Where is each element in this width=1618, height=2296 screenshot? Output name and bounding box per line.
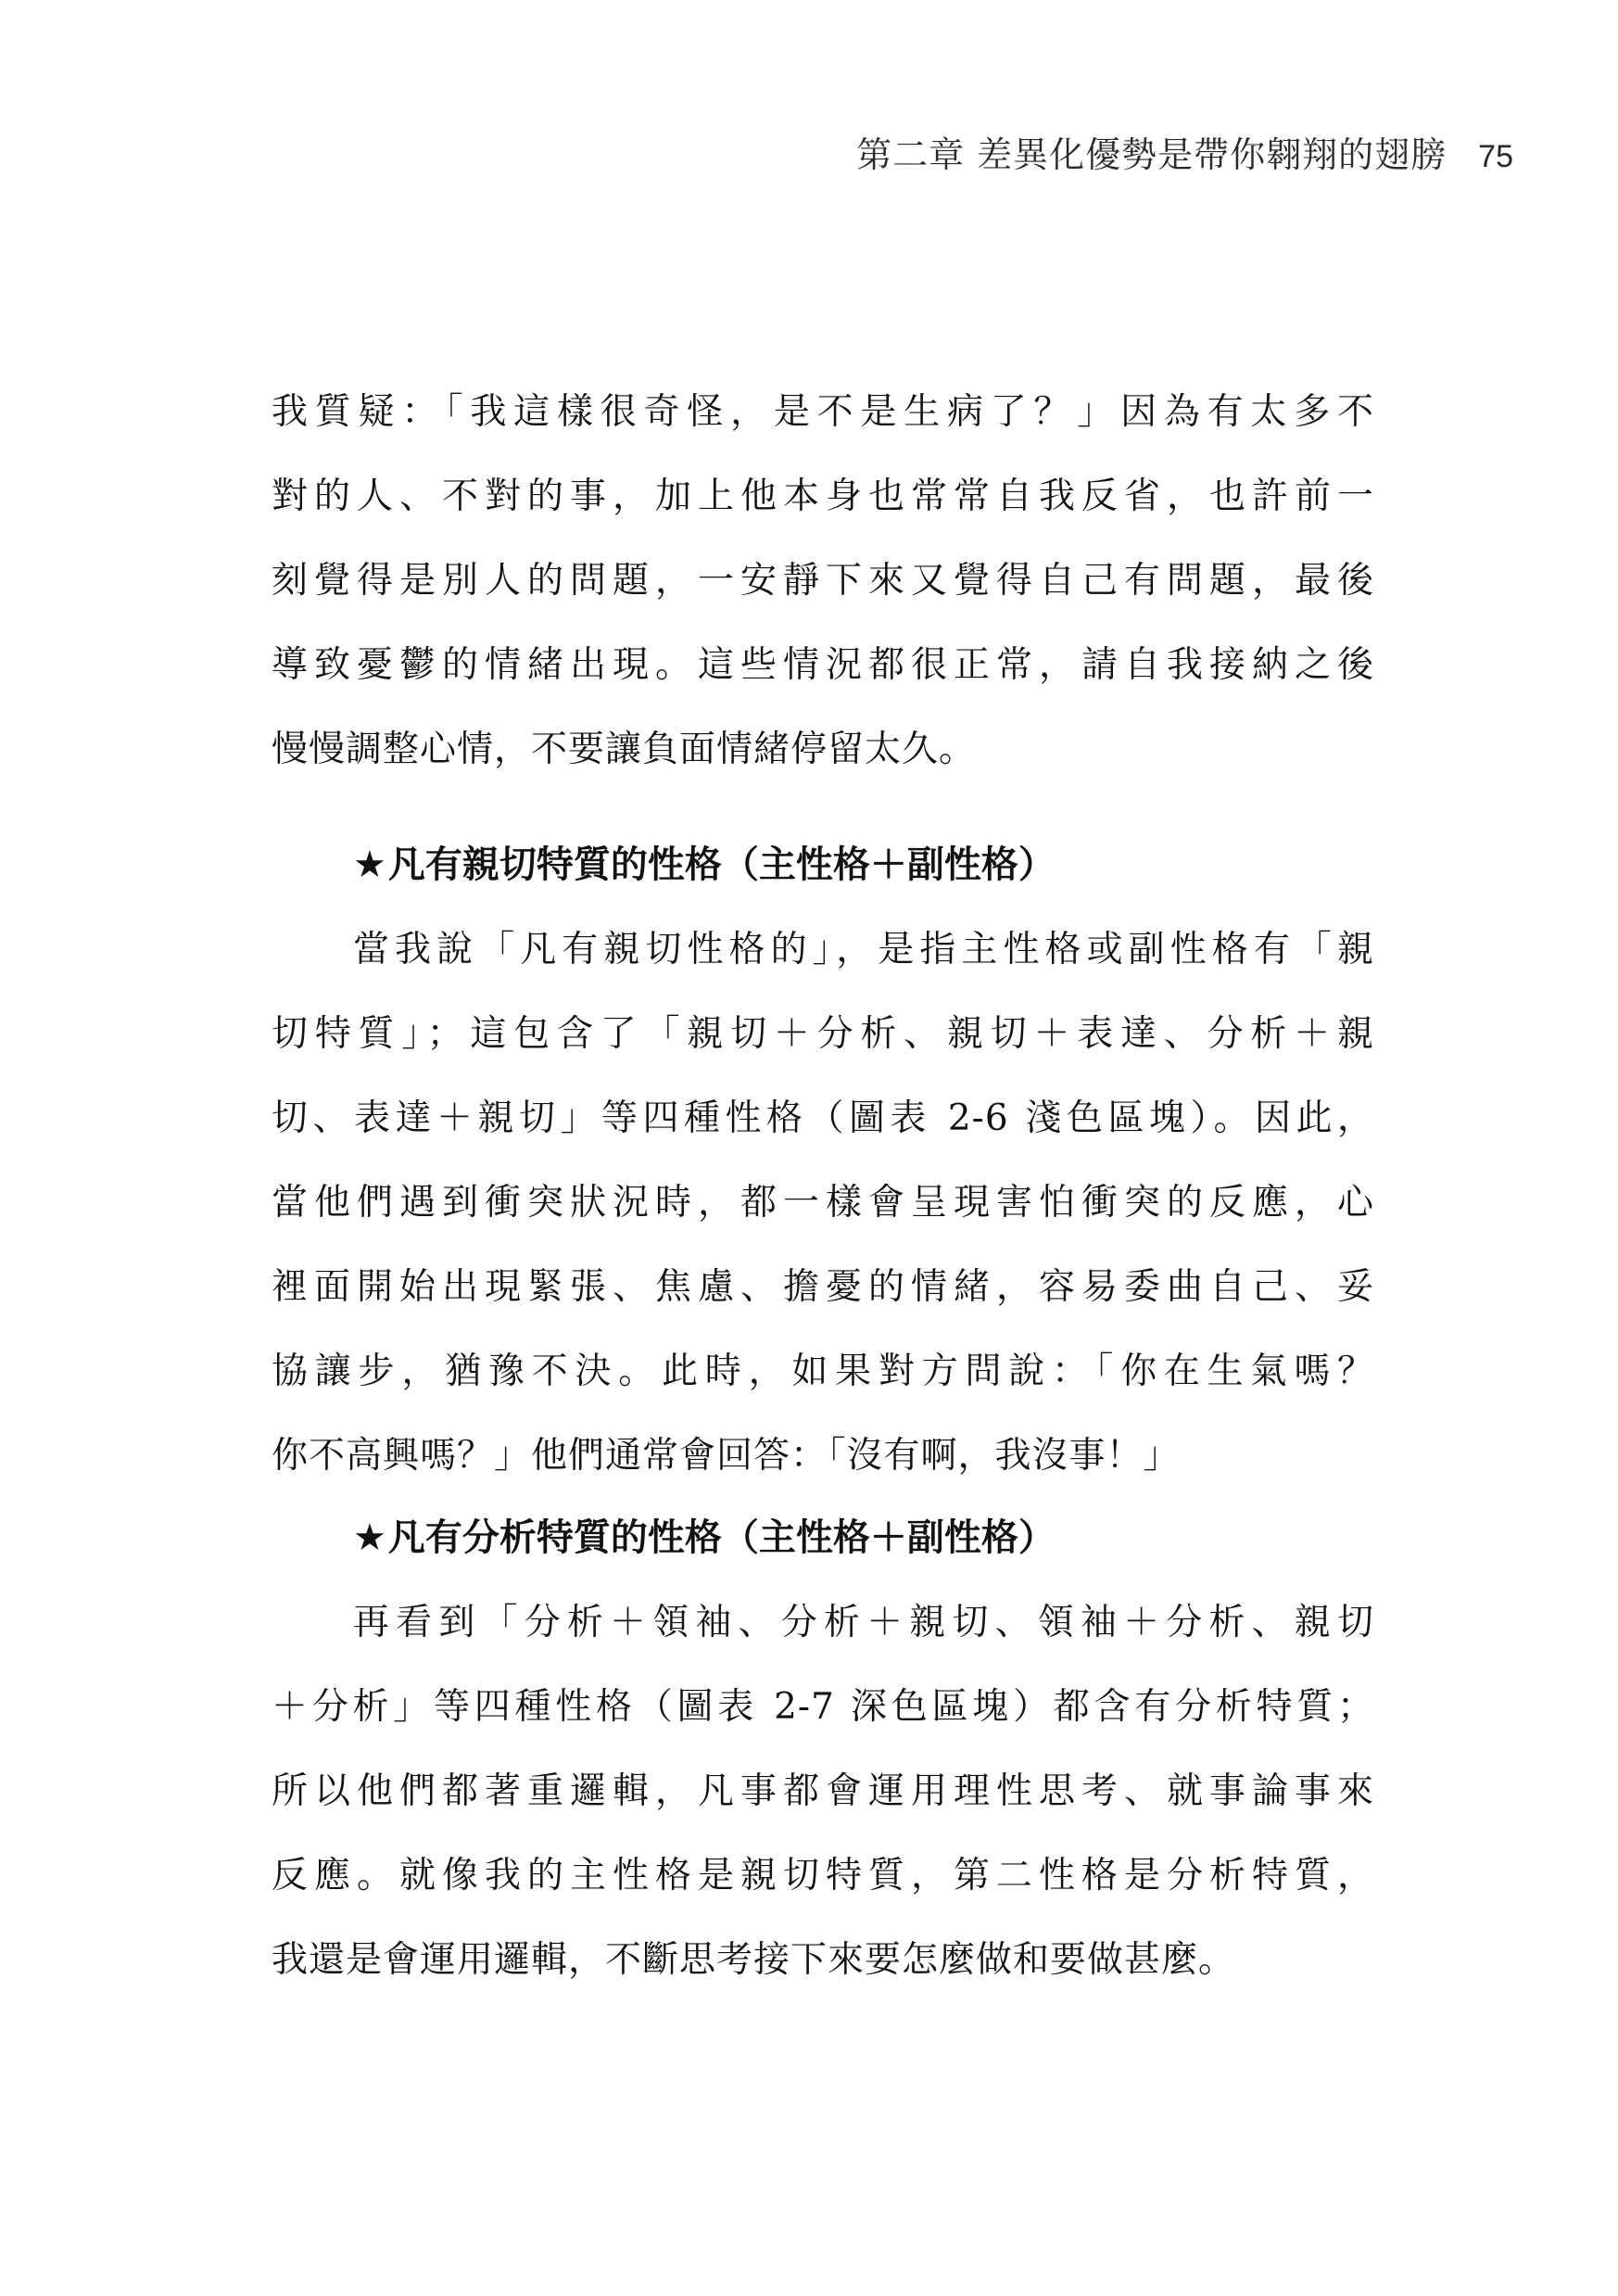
- section-heading-analytical: [272, 1496, 1374, 1580]
- paragraph-line: 協讓步，猶豫不決。此時，如果對方問說：「你在生氣嗎？: [272, 1351, 1374, 1392]
- paragraph-line: 切、表達＋親切」等四種性格（圖表 2-6 淺色區塊）。因此，: [272, 1097, 1374, 1139]
- section-friendly: [272, 823, 1374, 1498]
- paragraph-line: 我還是會運用邏輯，不斷思考接下來要怎麼做和要做甚麼。: [272, 1939, 1236, 1981]
- section-heading-text: 凡有分析特質的性格（主性格＋副性格）: [387, 1516, 1055, 1559]
- page-number: 75: [1478, 139, 1513, 174]
- running-header: [856, 126, 1513, 177]
- intro-paragraph: [272, 370, 1374, 792]
- paragraph-line: 對的人、不對的事，加上他本身也常常自我反省，也許前一: [272, 476, 1374, 517]
- star-icon: ★: [353, 844, 386, 886]
- paragraph-line: 刻覺得是別人的問題，一安靜下來又覺得自己有問題，最後: [272, 560, 1374, 602]
- paragraph-line: 你不高興嗎？」他們通常會回答：「沒有啊，我沒事！」: [272, 1435, 1181, 1477]
- paragraph-line: 我質疑：「我這樣很奇怪，是不是生病了？」因為有太多不: [272, 391, 1374, 433]
- paragraph-line: 所以他們都著重邏輯，凡事都會運用理性思考、就事論事來: [272, 1770, 1374, 1812]
- chapter-title: 第二章 差異化優勢是帶你翱翔的翅膀: [856, 134, 1447, 175]
- paragraph-line: 切特質」；這包含了「親切＋分析、親切＋表達、分析＋親: [272, 1013, 1374, 1055]
- paragraph-line: 反應。就像我的主性格是親切特質，第二性格是分析特質，: [272, 1855, 1374, 1896]
- paragraph-line: ＋分析」等四種性格（圖表 2-7 深色區塊）都含有分析特質；: [272, 1686, 1374, 1728]
- paragraph-line: 當我說「凡有親切性格的」，是指主性格或副性格有「親: [353, 929, 1374, 970]
- star-icon: ★: [353, 1516, 386, 1559]
- section-analytical: [272, 1496, 1374, 2002]
- section-heading-friendly: [272, 823, 1374, 907]
- paragraph-line: 當他們遇到衝突狀況時，都一樣會呈現害怕衝突的反應，心: [272, 1182, 1374, 1224]
- paragraph-line: 裡面開始出現緊張、焦慮、擔憂的情緒，容易委曲自己、妥: [272, 1266, 1374, 1308]
- paragraph-line: 導致憂鬱的情緒出現。這些情況都很正常，請自我接納之後: [272, 644, 1374, 686]
- section-heading-text: 凡有親切特質的性格（主性格＋副性格）: [387, 844, 1055, 886]
- paragraph-line: 再看到「分析＋領袖、分析＋親切、領袖＋分析、親切: [353, 1602, 1374, 1643]
- paragraph-line: 慢慢調整心情，不要讓負面情緒停留太久。: [272, 729, 977, 770]
